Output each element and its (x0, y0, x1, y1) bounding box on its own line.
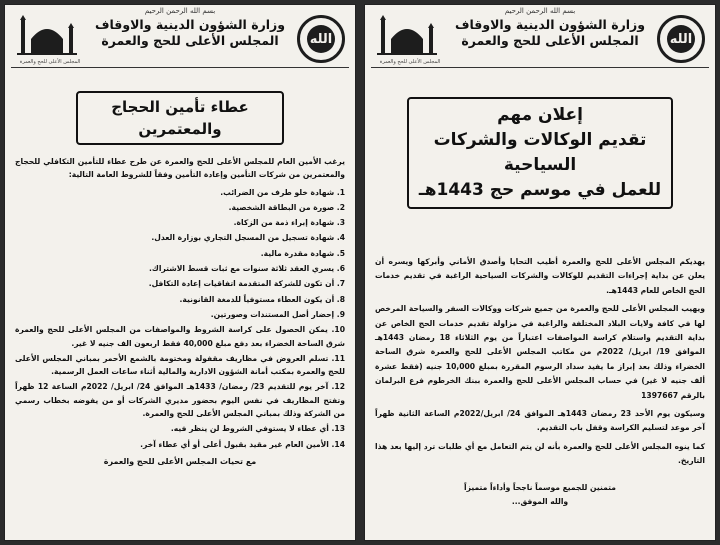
council-name: المجلس الأعلى للحج والعمرة (461, 33, 639, 48)
closing-line: متمنين للجميع موسماً ناجحاً وأداءاً متميزاً (464, 482, 616, 492)
council-emblem-icon (657, 15, 705, 63)
list-item: 5. شهادة مقدرة مالية. (260, 248, 345, 258)
paragraph: يهديكم المجلس الأعلى للحج والعمرة أطيب التحايا وأصدق الأماني وأبركها ويسره أن يعلن عن بداية إجراءات التقديم للوكالات والشركات السياحية الراغبة في تقديم خدمات الحج الخاص للعام 1443هـ. (375, 257, 705, 295)
list-item: 8. أن يكون العطاء مستوفياً للدمغة القانونية. (179, 294, 345, 304)
list-item: 3. شهادة إبراء ذمة من الزكاة. (233, 218, 345, 228)
header-divider (11, 67, 349, 68)
announcement-title-box (407, 97, 673, 209)
closing-line-2: والله الموفق... (511, 497, 569, 507)
tender-body (5, 155, 355, 468)
mosque-caption: المجلس الأعلى للحج والعمرة (379, 59, 441, 65)
mosque-logo-icon (15, 15, 79, 63)
basmala: بسم الله الرحمن الرحيم (504, 7, 576, 15)
list-item: 12. آخر يوم للتقديم 23/ رمضان/ 1433هـ الموافق 24/ ابريل/ 2022م الساعة 12 ظهراً وتفتح المظاريف في نفس اليوم بحضور مديري الشركات أو من يفوضه بخطاب رسمي من الشركة وذلك بمباني المجلس الأعلى للحج والعمرة. (15, 382, 345, 419)
letterhead (365, 5, 715, 69)
list-item: 11. تسلم العروض في مظاريف مقفولة ومختومة بالشمع الأحمر بمباني المجلس الأعلى للحج والعمرة بمكتب أمانة الشؤون الادارية والمالية أثناء ساعات العمل الرسمية. (15, 353, 345, 377)
list-item: 6. يسري العقد ثلاثة سنوات مع ثبات قسط الاشتراك. (149, 264, 345, 274)
paragraph: ويهيب المجلس الأعلى للحج والعمرة من جميع شركات ووكالات السفر والسياحة المرخص لها في كافة ولايات البلاد المختلفة والراغبة في مزاولة تقديم خدمات الحج الخاص عن بداية التقديم واستلام كراسة المواصفات اعتباراً من يوم الثلاثاء 18 رمضان 1443هـ الموافق 19/ ابريل/ 2022م من مكاتب المجلس الأعلى للحج والعمرة شرق الساحة الخضراء وذلك بعد إبراز ما يفيد سداد الرسوم المقررة بمبلغ 10,000 جنيه (فقط عشرة ألف جنيه لا غير) في حساب المجلس الأعلى للحج والعمرة ببنك الخرطوم فرع البرلمان بالرقم 1397667 (375, 304, 706, 400)
list-item: 2. صورة من البطاقة الشخصية. (228, 202, 345, 212)
title-line-3: للعمل في موسم حج 1443هـ (418, 180, 662, 200)
letterhead (5, 5, 355, 69)
council-emblem-icon (297, 15, 345, 63)
mosque-caption: المجلس الأعلى للحج والعمرة (19, 59, 81, 65)
ministry-name: وزارة الشؤون الدينية والاوقاف (454, 17, 646, 32)
announcement-body (365, 255, 715, 510)
tender-intro: يرغب الأمين العام للمجلس الأعلى للحج والعمرة عن طرح عطاء للتأمين التكافلي للحجاج والمعتمرين من شركات التأمين وإعادة التأمين وفقاً للشروط العامة التالية: (15, 157, 345, 180)
paragraph: وسيكون يوم الأحد 23 رمضان 1443هـ الموافق 24/ ابريل/2022م الساعة الثانية ظهراً آخر موعد لتسليم الكراسة وقفل باب التقديم. (375, 409, 706, 433)
emblem-text: الله (667, 25, 695, 53)
list-item: 4. شهادة تسجيل من المسجل التجاري بوزارة العدل. (151, 233, 345, 243)
title-line-2: تقديم الوكالات والشركات السياحية (433, 130, 647, 175)
paragraph: كما ينوه المجلس الأعلى للحج والعمرة بأنه لن يتم التعامل مع أي طلبات ترد إليها بعد هذا التاريخ. (375, 441, 705, 466)
emblem-text: الله (307, 25, 335, 53)
tender-page-left (4, 4, 356, 541)
tender-title-box (76, 91, 284, 145)
list-item: 7. أن تكون للشركة المتقدمة اتفاقيات إعادة التكافل. (148, 279, 345, 289)
tender-title: عطاء تأمين الحجاج والمعتمرين (111, 98, 249, 138)
ministry-name: وزارة الشؤون الدينية والاوقاف (94, 17, 286, 32)
list-item: 1. شهادة خلو طرف من الضرائب. (220, 187, 345, 197)
tender-signoff: مع تحيات المجلس الأعلى للحج والعمرة (103, 456, 257, 466)
list-item: 9. إحضار أصل المستندات وصورتين. (210, 309, 345, 319)
title-line-1: إعلان مهم (497, 105, 583, 125)
mosque-logo-icon (375, 15, 439, 63)
conditions-list (15, 186, 345, 451)
list-item: 13. أي عطاء لا يستوفي الشروط لن ينظر فيه. (170, 424, 345, 434)
list-item: 14. الأمين العام غير مقيد بقبول أعلى أو أي عطاء آخر. (140, 439, 345, 449)
announcement-page-right (364, 4, 716, 541)
council-name: المجلس الأعلى للحج والعمرة (101, 33, 279, 48)
list-item: 10. يمكن الحصول على كراسة الشروط والمواصفات من المجلس الأعلى للحج والعمرة شرق الساحة الخضراء بعد دفع مبلغ 40,000 فقط اربعون الف جنيه لا غير. (15, 325, 345, 348)
header-divider (371, 67, 709, 68)
basmala: بسم الله الرحمن الرحيم (144, 7, 216, 15)
